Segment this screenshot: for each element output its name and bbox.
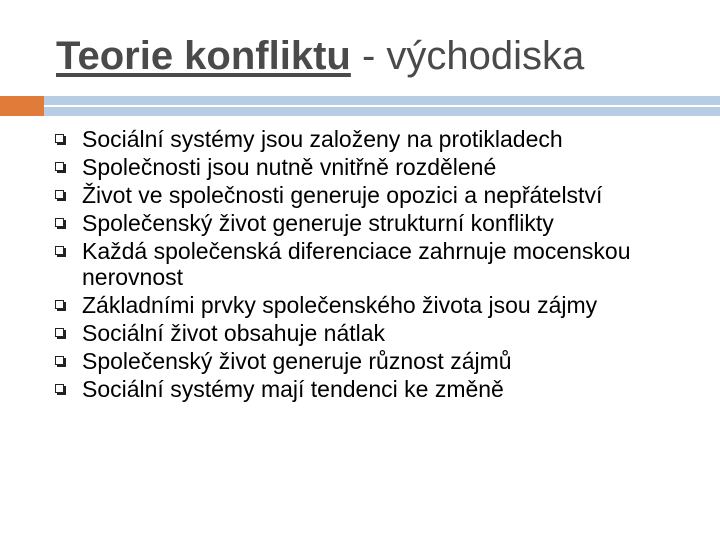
list-item bbox=[52, 126, 712, 152]
square-bullet-icon bbox=[55, 134, 64, 143]
square-bullet-icon bbox=[55, 384, 64, 393]
square-bullet-icon bbox=[55, 246, 64, 255]
list-item bbox=[52, 348, 712, 374]
list-item bbox=[52, 292, 712, 318]
square-bullet-icon bbox=[55, 300, 64, 309]
list-item-text: Společnosti jsou nutně vnitřně rozdělené bbox=[82, 154, 497, 180]
list-item bbox=[52, 210, 712, 236]
slide-title bbox=[56, 34, 584, 79]
accent-bar-stripe bbox=[44, 105, 720, 107]
blue-accent-bar bbox=[44, 96, 720, 116]
square-bullet-icon bbox=[55, 162, 64, 171]
orange-accent-bar bbox=[0, 96, 44, 116]
list-item-text: Každá společenská diferenciace zahrnuje mocenskou nerovnost bbox=[82, 238, 631, 290]
square-bullet-icon bbox=[55, 328, 64, 337]
list-item-text: Společenský život generuje strukturní konflikty bbox=[82, 210, 554, 236]
square-bullet-icon bbox=[55, 218, 64, 227]
list-item-text: Sociální systémy mají tendenci ke změně bbox=[82, 376, 504, 402]
title-main: Teorie konfliktu bbox=[56, 34, 351, 78]
list-item bbox=[52, 154, 712, 180]
list-item-text: Společenský život generuje různost zájmů bbox=[82, 348, 512, 374]
bullet-list bbox=[52, 126, 712, 404]
square-bullet-icon bbox=[55, 356, 64, 365]
square-bullet-icon bbox=[55, 190, 64, 199]
title-rest: - východiska bbox=[350, 34, 585, 78]
list-item-text: Sociální život obsahuje nátlak bbox=[82, 320, 386, 346]
list-item bbox=[52, 376, 712, 402]
list-item bbox=[52, 320, 712, 346]
list-item bbox=[52, 238, 712, 290]
list-item-text: Sociální systémy jsou založeny na protikladech bbox=[82, 126, 563, 152]
list-item-text: Život ve společnosti generuje opozici a nepřátelství bbox=[82, 182, 603, 208]
list-item bbox=[52, 182, 712, 208]
list-item-text: Základními prvky společenského života jsou zájmy bbox=[82, 292, 598, 318]
